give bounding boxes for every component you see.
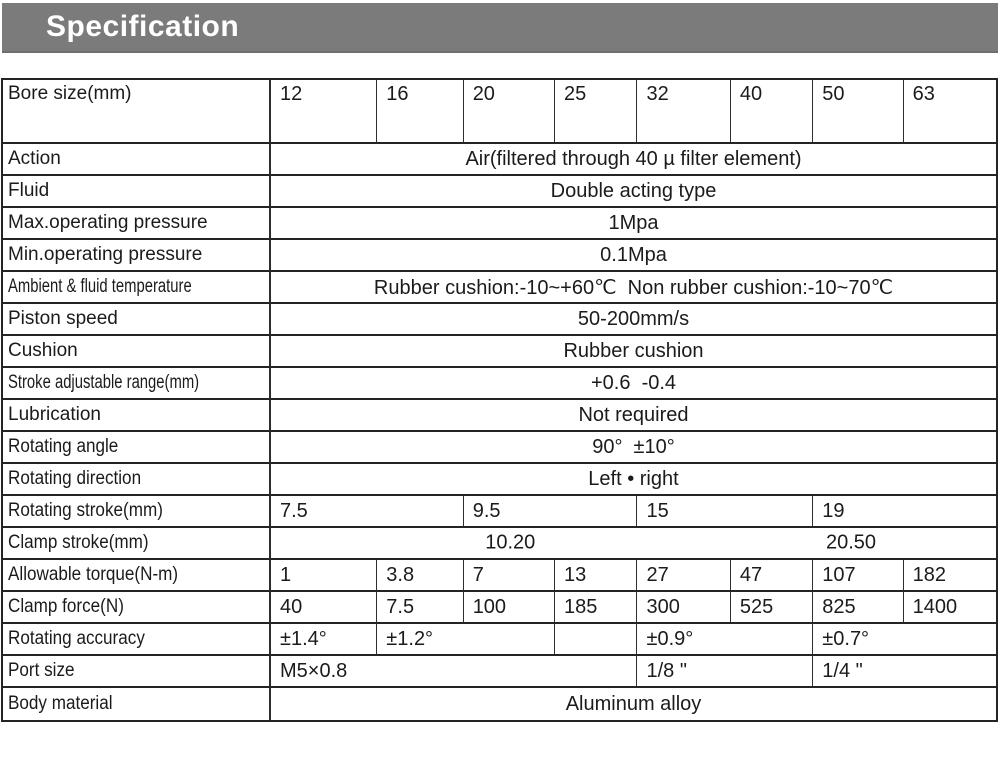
torque-cell: 27 — [637, 560, 730, 590]
body-material-value: Aluminum alloy — [565, 692, 702, 715]
torque-cell: 13 — [555, 560, 637, 590]
row-label: Body material — [3, 688, 271, 720]
clamp-force-cell: 1400 — [912, 595, 958, 618]
min-pressure-value: 0.1Mpa — [600, 243, 667, 266]
row-label: Allowable torque(N-m) — [3, 560, 271, 590]
accuracy-cell: ±0.7° — [822, 627, 870, 650]
row-label: Ambient & fluid temperature — [3, 272, 271, 302]
fluid-value: Double acting type — [550, 179, 717, 202]
row-label: Stroke adjustable range(mm) — [3, 368, 271, 398]
page-title: Specification — [46, 10, 240, 43]
row-min-pressure — [3, 240, 996, 272]
accuracy-cell: ±1.2° — [377, 624, 555, 654]
row-label: Clamp force(N) — [3, 592, 271, 622]
lubrication-value: Not required — [578, 403, 689, 426]
port-size-cell: 1/8 " — [637, 656, 813, 686]
row-rotating-angle — [3, 432, 996, 464]
row-allowable-torque — [3, 560, 996, 592]
row-label: Port size — [3, 656, 271, 686]
row-label: Clamp stroke(mm) — [3, 528, 271, 558]
rotating-direction-value: Left • right — [588, 467, 679, 490]
bore-value-cell: 63 — [912, 83, 935, 105]
piston-speed-value: 50-200mm/s — [577, 307, 690, 330]
bore-value-cell: 50 — [813, 80, 903, 142]
temperature-value: Rubber cushion:-10~+60℃ Non rubber cushion:-10~70℃ — [373, 276, 894, 299]
row-port-size — [3, 656, 996, 688]
max-pressure-value: 1Mpa — [608, 211, 659, 234]
row-rotating-direction — [3, 464, 996, 496]
rotating-angle-value: 90° ±10° — [592, 435, 675, 458]
accuracy-cell: ±0.9° — [637, 624, 813, 654]
row-label: Action — [3, 144, 271, 174]
row-stroke-range — [3, 368, 996, 400]
bore-value-cell: 12 — [271, 80, 377, 142]
accuracy-cell — [555, 624, 637, 654]
row-temperature — [3, 272, 996, 304]
bore-value-cell: 25 — [555, 80, 637, 142]
torque-cell: 47 — [731, 560, 813, 590]
row-body-material — [3, 688, 996, 720]
row-cushion — [3, 336, 996, 368]
rotating-stroke-cell: 19 — [822, 499, 845, 522]
port-size-cell: 1/4 " — [822, 659, 863, 682]
torque-cell: 107 — [813, 560, 903, 590]
row-lubrication — [3, 400, 996, 432]
accuracy-cell: ±1.4° — [271, 624, 377, 654]
rotating-stroke-cell: 7.5 — [271, 496, 464, 526]
row-rotating-stroke — [3, 496, 996, 528]
row-clamp-stroke — [3, 528, 996, 560]
row-clamp-force — [3, 592, 996, 624]
cushion-value: Rubber cushion — [563, 339, 704, 362]
specification-table — [1, 78, 998, 722]
row-bore-size — [3, 80, 996, 144]
bore-value-cell: 20 — [464, 80, 555, 142]
row-label: Max.operating pressure — [3, 208, 271, 238]
row-label: Rotating stroke(mm) — [3, 496, 271, 526]
row-rotating-accuracy — [3, 624, 996, 656]
rotating-stroke-cell: 15 — [637, 496, 813, 526]
clamp-force-cell: 100 — [464, 592, 555, 622]
clamp-stroke-value: 20.50 — [825, 531, 877, 554]
bore-value-cell: 16 — [377, 80, 463, 142]
row-action — [3, 144, 996, 176]
clamp-force-cell: 40 — [271, 592, 377, 622]
stroke-range-value: +0.6 -0.4 — [590, 371, 677, 394]
action-value: Air(filtered through 40 µ filter element) — [465, 147, 802, 170]
clamp-force-cell: 825 — [813, 592, 903, 622]
bore-value-cell: 32 — [637, 80, 730, 142]
torque-cell: 1 — [271, 560, 377, 590]
row-piston-speed — [3, 304, 996, 336]
row-max-pressure — [3, 208, 996, 240]
row-label: Rotating direction — [3, 464, 271, 494]
bore-value-cell: 40 — [731, 80, 813, 142]
rotating-stroke-cell: 9.5 — [464, 496, 638, 526]
clamp-force-cell: 185 — [555, 592, 637, 622]
row-label: Rotating accuracy — [3, 624, 271, 654]
row-label: Cushion — [3, 336, 271, 366]
row-label: Lubrication — [3, 400, 271, 430]
section-header-bar — [2, 3, 998, 53]
clamp-force-cell: 525 — [731, 592, 813, 622]
clamp-stroke-value: 10.20 — [485, 531, 536, 554]
row-label: Bore size(mm) — [3, 80, 271, 142]
row-label: Piston speed — [3, 304, 271, 334]
clamp-force-cell: 7.5 — [377, 592, 463, 622]
torque-cell: 7 — [464, 560, 555, 590]
port-size-cell: M5×0.8 — [271, 656, 637, 686]
torque-cell: 3.8 — [377, 560, 463, 590]
row-label: Fluid — [3, 176, 271, 206]
row-label: Rotating angle — [3, 432, 271, 462]
clamp-force-cell: 300 — [637, 592, 730, 622]
row-label: Min.operating pressure — [3, 240, 271, 270]
torque-cell: 182 — [912, 563, 947, 586]
row-fluid — [3, 176, 996, 208]
